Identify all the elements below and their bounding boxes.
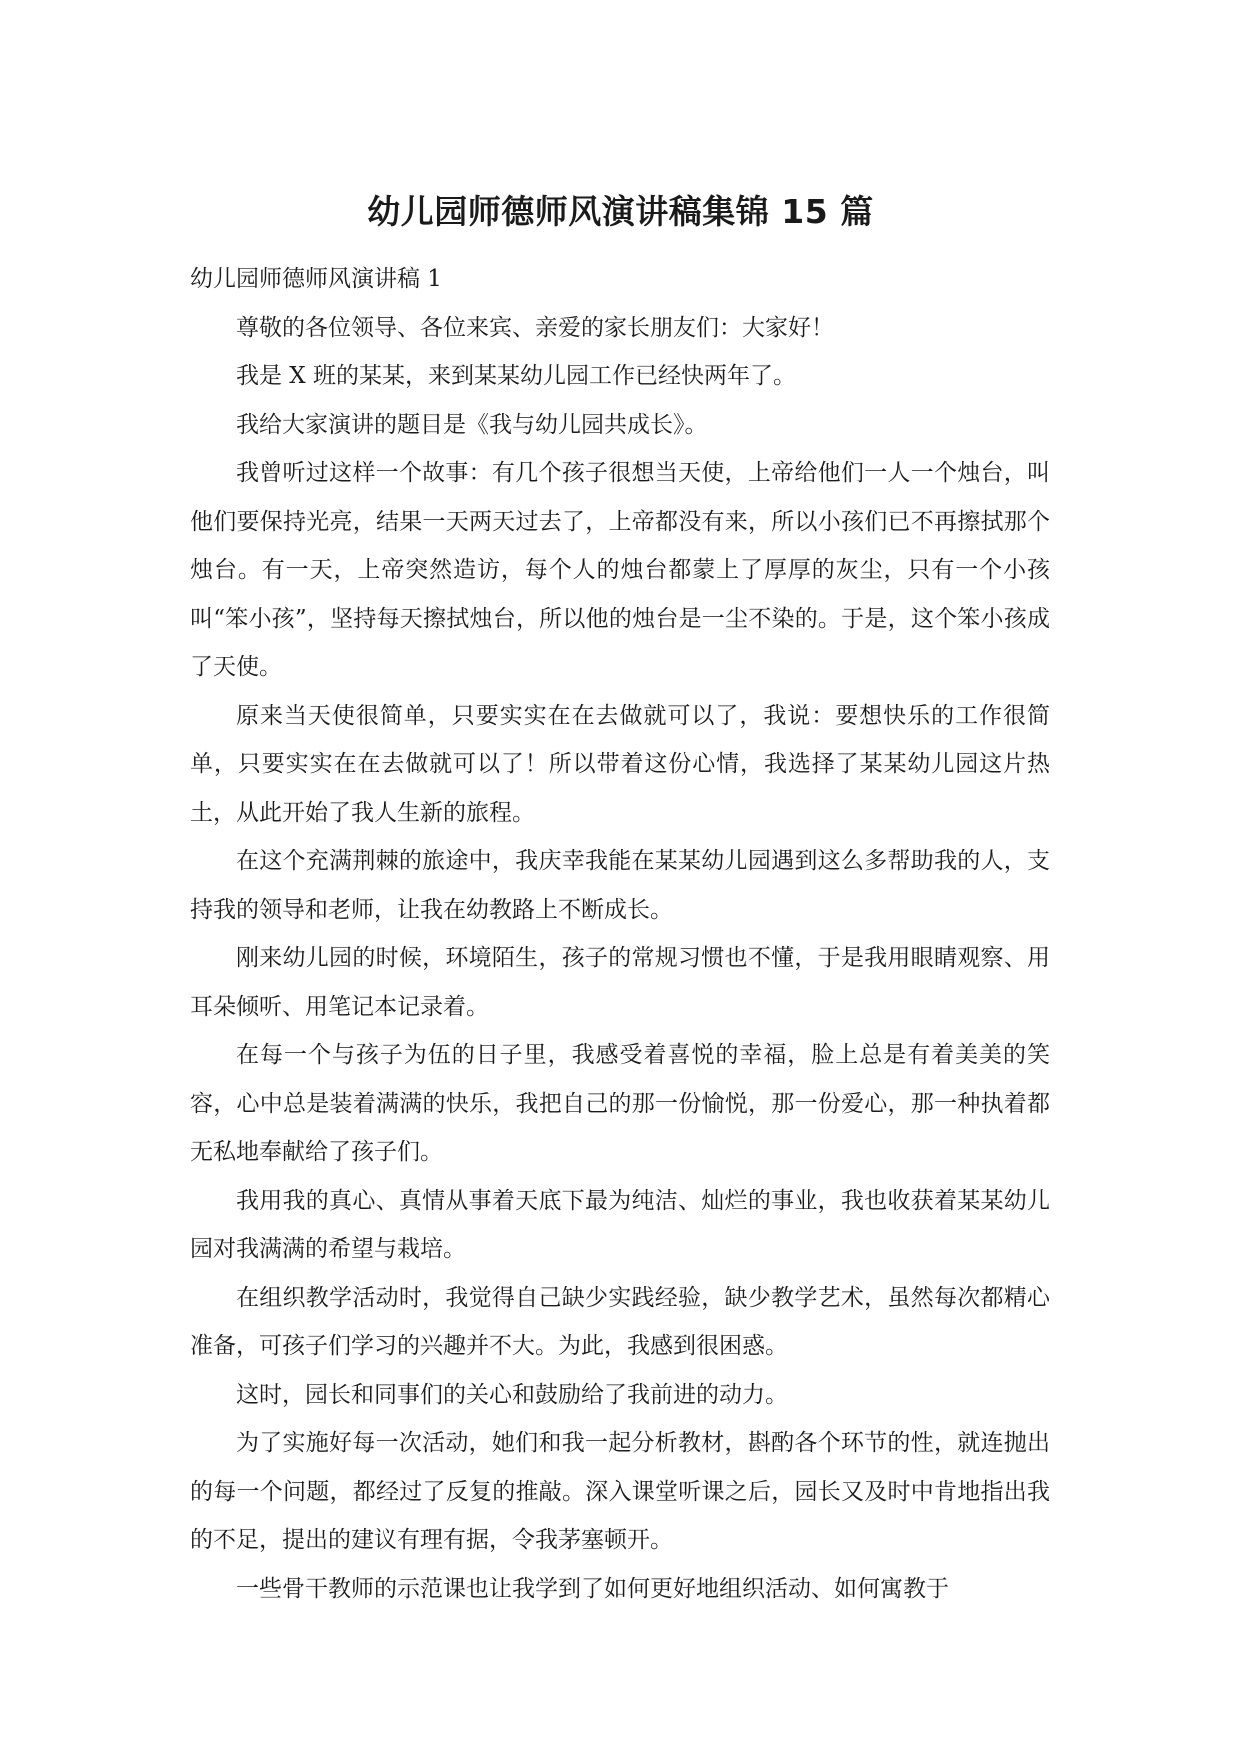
paragraph-beginning: 刚来幼儿园的时候，环境陌生，孩子的常规习惯也不懂，于是我用眼睛观察、用耳朵倾听、用笔记本记录着。 xyxy=(190,945,1050,1020)
paragraph-greeting: 尊敬的各位领导、各位来宾、亲爱的家长朋友们：大家好！ xyxy=(236,314,834,341)
paragraph-topic: 我给大家演讲的题目是《我与幼儿园共成长》。 xyxy=(236,411,708,438)
document-title: 幼儿园师德师风演讲稿集锦 15 篇 xyxy=(367,192,874,231)
paragraph-gratitude: 在这个充满荆棘的旅途中，我庆幸我能在某某幼儿园遇到这么多帮助我的人，支持我的领导和老师，让我在幼教路上不断成长。 xyxy=(190,848,1050,923)
document-body xyxy=(190,255,1050,1613)
paragraph-reflection: 原来当天使很简单，只要实实在在去做就可以了，我说：要想快乐的工作很简单，只要实实在在去做就可以了！所以带着这份心情，我选择了某某幼儿园这片热土，从此开始了我人生新的旅程。 xyxy=(190,702,1050,826)
paragraph-mentoring: 为了实施好每一次活动，她们和我一起分析教材，斟酌各个环节的性，就连抛出的每一个问题，都经过了反复的推敲。深入课堂听课之后，园长又及时中肯地指出我的不足，提出的建议有理有据，令我茅塞顿开。 xyxy=(190,1430,1050,1553)
paragraph-challenge: 在组织教学活动时，我觉得自己缺少实践经验，缺少教学艺术，虽然每次都精心准备，可孩子们学习的兴趣并不大。为此，我感到很困惑。 xyxy=(190,1284,1050,1359)
paragraph-introduction: 我是 X 班的某某，来到某某幼儿园工作已经快两年了。 xyxy=(236,363,796,389)
paragraph-happiness: 在每一个与孩子为伍的日子里，我感受着喜悦的幸福，脸上总是有着美美的笑容，心中总是装着满满的快乐，我把自己的那一份愉悦，那一份爱心，那一种执着都无私地奉献给了孩子们。 xyxy=(190,1042,1050,1165)
paragraph-story: 我曾听过这样一个故事：有几个孩子很想当天使，上帝给他们一人一个烛台，叫他们要保持光亮，结果一天两天过去了，上帝都没有来，所以小孩们已不再擦拭那个烛台。有一天，上帝突然造访，每个人的烛台都蒙上了厚厚的灰尘，只有一个小孩叫“笨小孩”，坚持每天擦拭烛台，所以他的烛台是一尘不染的。于是，这个笨小孩成了天使。 xyxy=(190,460,1050,680)
paragraph-career: 我用我的真心、真情从事着天底下最为纯洁、灿烂的事业，我也收获着某某幼儿园对我满满的希望与栽培。 xyxy=(190,1187,1050,1262)
paragraph-support: 这时，园长和同事们的关心和鼓励给了我前进的动力。 xyxy=(236,1381,788,1408)
paragraph-demonstration: 一些骨干教师的示范课也让我学到了如何更好地组织活动、如何寓教于 xyxy=(236,1575,949,1602)
section-heading: 幼儿园师德师风演讲稿 1 xyxy=(190,266,442,292)
